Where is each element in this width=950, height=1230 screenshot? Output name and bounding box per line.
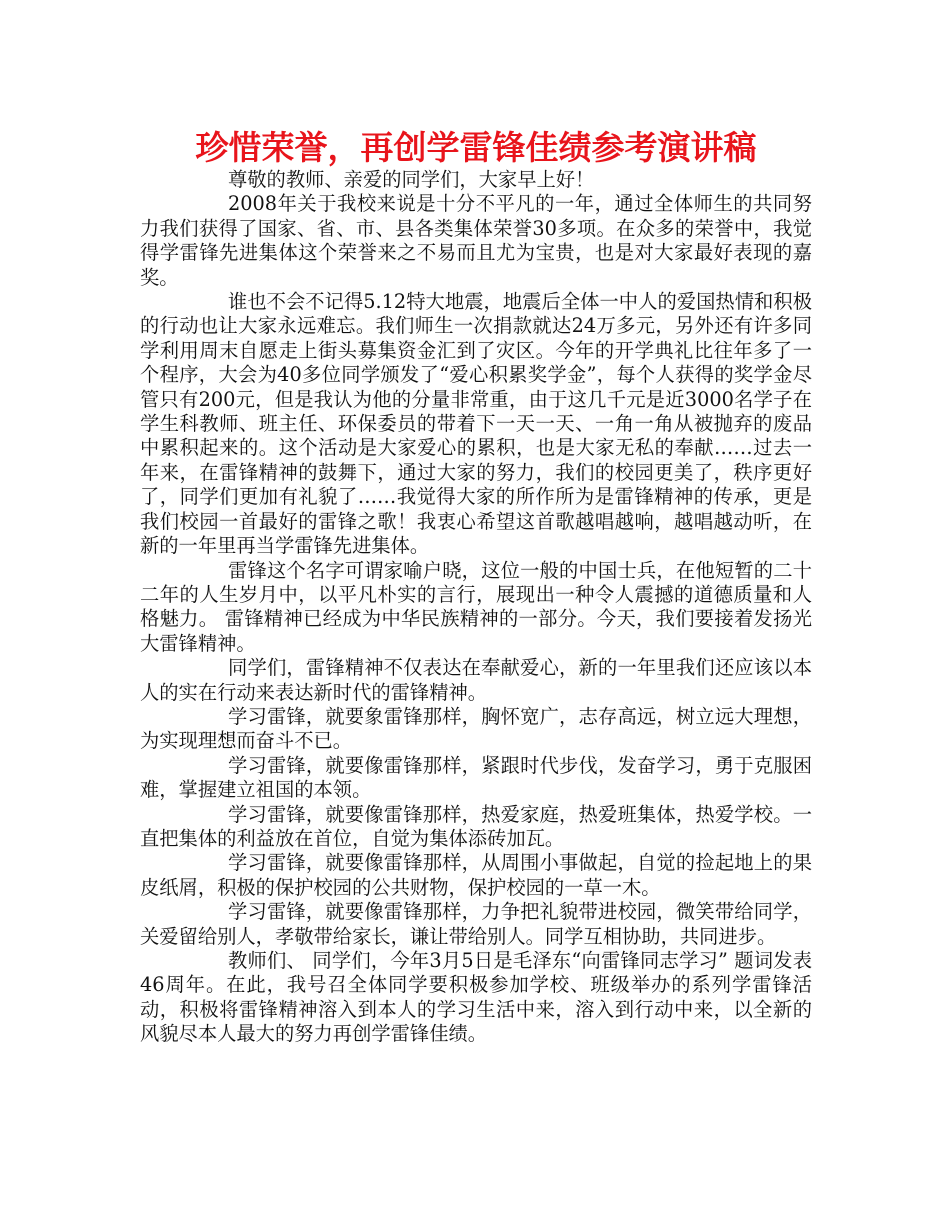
paragraph: 学习雷锋，就要象雷锋那样，胸怀宽广，志存高远，树立远大理想，为实现理想而奋斗不已。 bbox=[140, 704, 812, 753]
paragraph-closing: 教师们、 同学们，今年3月5日是毛泽东“向雷锋同志学习” 题词发表46周年。在此，我号召全体同学要积极参加学校、班级举办的系列学雷锋活动，积极将雷锋精神溶入到本人的学习生活中来，溶入到行动中来，以全新的风貌尽本人最大的努力再创学雷锋佳绩。 bbox=[140, 949, 812, 1046]
paragraph: 学习雷锋，就要像雷锋那样，从周围小事做起，自觉的捡起地上的果皮纸屑，积极的保护校园的公共财物，保护校园的一草一木。 bbox=[140, 851, 812, 899]
document-page bbox=[140, 128, 812, 1047]
paragraph: 2008年关于我校来说是十分不平凡的一年，通过全体师生的共同努力我们获得了国家、省、市、县各类集体荣誉30多项。在众多的荣誉中，我觉得学雷锋先进集体这个荣誉来之不易而且尤为宝贵，也是对大家最好表现的嘉奖。 bbox=[140, 192, 812, 289]
paragraph: 学习雷锋，就要像雷锋那样，热爱家庭，热爱班集体，热爱学校。一直把集体的利益放在首位，自觉为集体添砖加瓦。 bbox=[140, 802, 812, 850]
document-title: 珍惜荣誉，再创学雷锋佳绩参考演讲稿 bbox=[195, 128, 757, 167]
paragraph: 同学们，雷锋精神不仅表达在奉献爱心，新的一年里我们还应该以本人的实在行动来表达新时代的雷锋精神。 bbox=[140, 656, 812, 704]
document-body bbox=[140, 168, 812, 1047]
paragraph: 谁也不会不记得5.12特大地震，地震后全体一中人的爱国热情和积极的行动也让大家永远难忘。我们师生一次捐款就达24万多元，另外还有许多同学利用周末自愿走上街头募集资金汇到了灾区。今年的开学典礼比往年多了一个程序，大会为40多位同学颁发了“爱心积累奖学金”，每个人获得的奖学金尽管只有200元，但是我认为他的分量非常重，由于这几千元是近3000名学子在学生科教师、班主任、环保委员的带着下一天一天、一角一角从被抛弃的废品中累积起来的。这个活动是大家爱心的累积，也是大家无私的奉献……过去一年来，在雷锋精神的鼓舞下，通过大家的努力，我们的校园更美了，秩序更好了，同学们更加有礼貌了……我觉得大家的所作所为是雷锋精神的传承，更是我们校园一首最好的雷锋之歌！我衷心希望这首歌越唱越响，越唱越动听，在新的一年里再当学雷锋先进集体。 bbox=[140, 290, 812, 558]
paragraph: 学习雷锋，就要像雷锋那样，力争把礼貌带进校园，微笑带给同学，关爱留给别人，孝敬带给家长，谦让带给别人。同学互相协助，共同进步。 bbox=[140, 900, 812, 948]
paragraph: 学习雷锋，就要像雷锋那样，紧跟时代步伐，发奋学习，勇于克服困难，掌握建立祖国的本领。 bbox=[140, 753, 812, 802]
paragraph: 雷锋这个名字可谓家喻户晓，这位一般的中国士兵，在他短暂的二十二年的人生岁月中，以平凡朴实的言行，展现出一种令人震撼的道德质量和人格魅力。 雷锋精神已经成为中华民族精神的一部分。今天，我们要接着发扬光大雷锋精神。 bbox=[140, 558, 812, 655]
paragraph-greeting: 尊敬的教师、亲爱的同学们，大家早上好！ bbox=[228, 168, 595, 191]
